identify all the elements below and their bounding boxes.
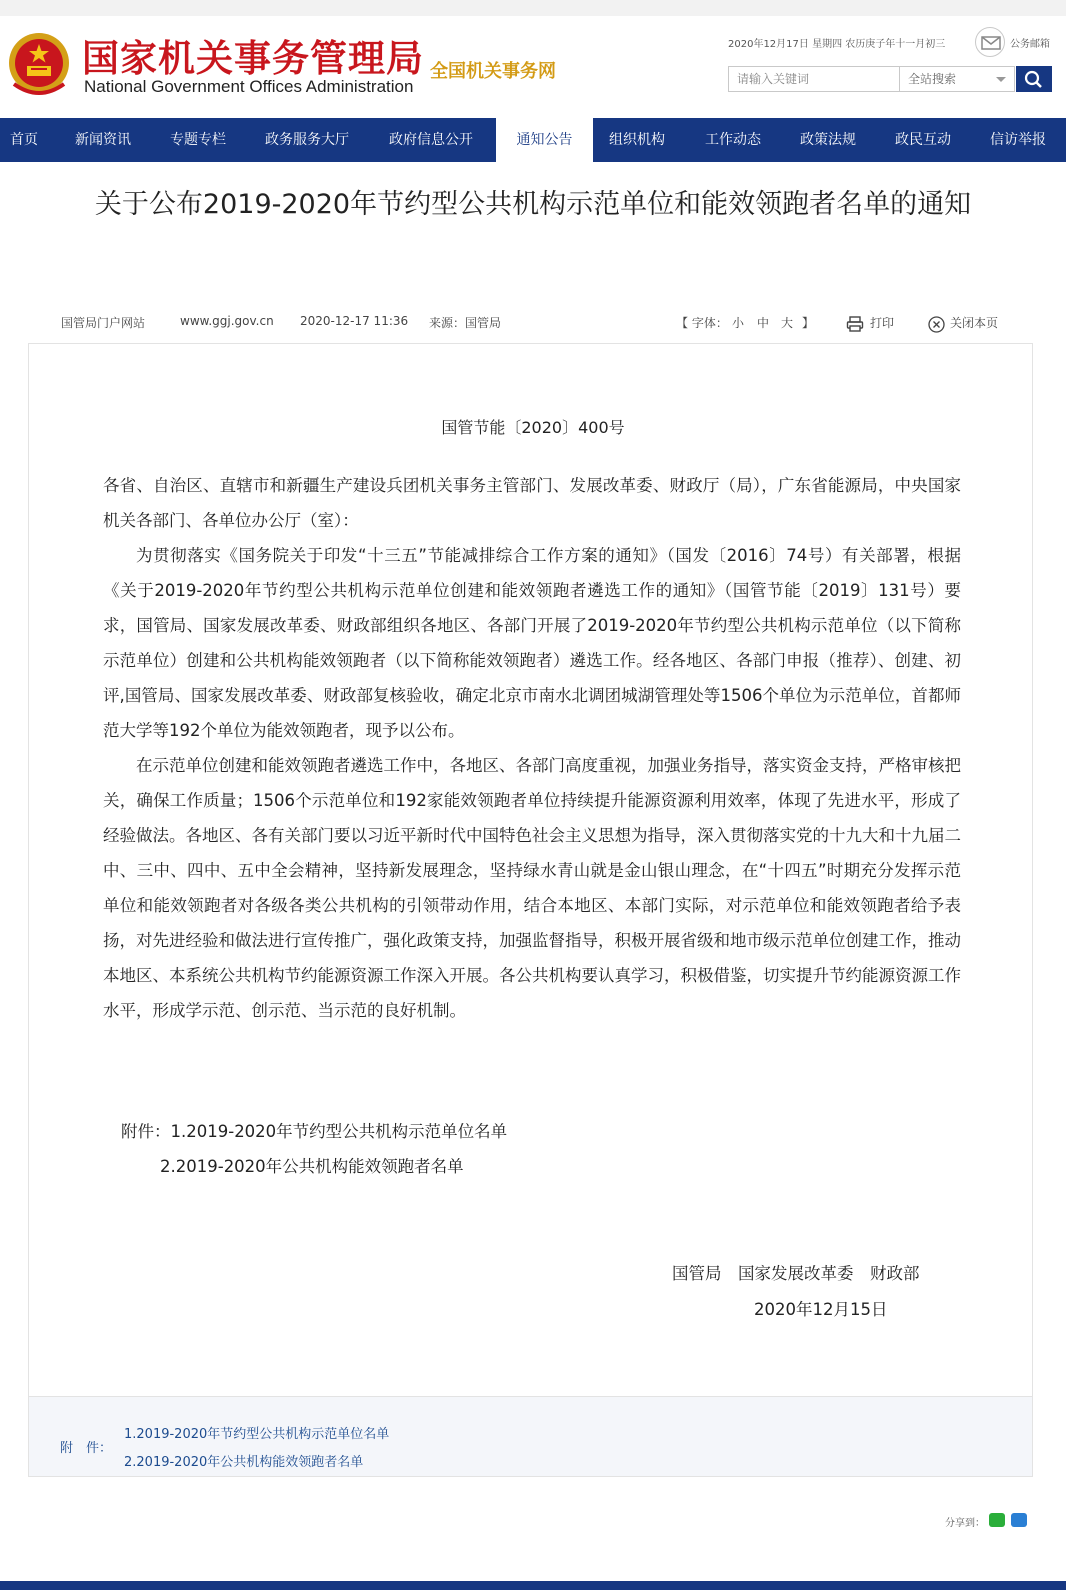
salutation: 各省、自治区、直辖市和新疆生产建设兵团机关事务主管部门、发展改革委、财政厅（局），广东省能源局，中央国家机关各部门、各单位办公厅（室）： [103, 476, 961, 530]
meta-source: 来源：国管局 [429, 316, 502, 330]
nav-item-news[interactable]: 新闻资讯 [75, 132, 131, 148]
fontsize-prefix: 【 字体： [676, 316, 728, 330]
meta-url: www.ggj.gov.cn [180, 314, 274, 328]
article-title: 关于公布2019-2020年节约型公共机构示范单位和能效领跑者名单的通知 [94, 189, 972, 220]
nav-item-interaction[interactable]: 政民互动 [895, 132, 951, 148]
printer-icon[interactable] [846, 315, 864, 333]
mail-label[interactable]: 公务邮箱 [1010, 39, 1050, 50]
search-button[interactable] [1016, 66, 1052, 92]
main-nav [0, 118, 1066, 162]
mail-button[interactable] [975, 27, 1005, 57]
national-emblem-icon [8, 30, 70, 100]
site-name[interactable]: 全国机关事务网 [430, 61, 556, 82]
nav-item-info-disclosure[interactable]: 政府信息公开 [389, 132, 473, 148]
footer-bar [0, 1581, 1066, 1590]
wechat-share-icon[interactable] [989, 1513, 1005, 1527]
meta-site: 国管局门户网站 [61, 316, 146, 330]
nav-item-home[interactable]: 首页 [10, 132, 38, 148]
nav-item-notices[interactable]: 通知公告 [496, 116, 593, 164]
meta-datetime: 2020-12-17 11:36 [300, 314, 409, 328]
org-name-cn: 国家机关事务管理局 [82, 36, 424, 80]
sign-date: 2020年12月15日 [754, 1300, 888, 1319]
fontsize-large-button[interactable]: 大 [781, 316, 794, 330]
print-button[interactable]: 打印 [870, 316, 895, 330]
paragraph-1: 为贯彻落实《国务院关于印发“十三五”节能减排综合工作方案的通知》（国发〔2016〕74号）有关部署，根据《关于2019-2020年节约型公共机构示范单位创建和能效领跑者遴选工作的通知》（国管节能〔2019〕131号）要求，国管局、国家发展改革委、财政部组织各地区、各部门开展了2019-2020年节约型公共机构示范单位（以下简称示范单位）创建和公共机构能效领跑者（以下简称能效领跑者）遴选工作。经各地区、各部门申报（推荐）、创建、初评,国管局、国家发展改革委、财政部复核验收，确定北京市南水北调团城湖管理处等1506个单位为示范单位，首都师范大学等192个单位为能效领跑者，现予以公布。 [103, 546, 961, 740]
search-scope-value: 全站搜索 [908, 72, 957, 86]
nav-item-service-hall[interactable]: 政务服务大厅 [265, 132, 349, 148]
top-strip [0, 0, 1066, 16]
nav-item-work-updates[interactable]: 工作动态 [705, 132, 761, 148]
search-input[interactable]: 请输入关键词 [728, 66, 899, 92]
search-scope-select[interactable] [899, 66, 1015, 92]
org-name-en: National Government Offices Administration [84, 77, 414, 96]
signatories: 国管局 国家发展改革委 财政部 [672, 1264, 920, 1283]
search-icon [1016, 66, 1052, 92]
inline-attachment-2: 2.2019-2020年公共机构能效领跑者名单 [160, 1157, 464, 1176]
attachment-link-2[interactable]: 2.2019-2020年公共机构能效领跑者名单 [124, 1455, 364, 1470]
nav-item-policies[interactable]: 政策法规 [800, 132, 856, 148]
nav-item-petitions[interactable]: 信访举报 [990, 132, 1046, 148]
fontsize-suffix: 】 [802, 316, 815, 330]
close-circle-icon[interactable] [928, 316, 945, 333]
paragraph-2: 在示范单位创建和能效领跑者遴选工作中，各地区、各部门高度重视，加强业务指导，落实资金支持，严格审核把关，确保工作质量；1506个示范单位和192家能效领跑者单位持续提升能源资源利用效率，体现了先进水平，形成了经验做法。各地区、各有关部门要以习近平新时代中国特色社会主义思想为指导，深入贯彻落实党的十九大和十九届二中、三中、四中、五中全会精神，坚持新发展理念，坚持绿水青山就是金山银山理念，在“十四五”时期充分发挥示范单位和能效领跑者对各级各类公共机构的引领带动作用，结合本地区、本部门实际，对示范单位和能效领跑者给予表扬，对先进经验和做法进行宣传推广，强化政策支持，加强监督指导，积极开展省级和地市级示范单位创建工作，推动本地区、本系统公共机构节约能源资源工作深入开展。各公共机构要认真学习，积极借鉴，切实提升节约能源资源工作水平，形成学示范、创示范、当示范的良好机制。 [103, 756, 961, 1020]
inline-attachments [121, 1114, 507, 1184]
attachments-label: 附 件： [60, 1441, 113, 1456]
date-line: 2020年12月17日 星期四 农历庚子年十一月初三 [728, 39, 946, 50]
chevron-down-icon [996, 77, 1006, 82]
share-label: 分享到： [945, 1518, 985, 1529]
fontsize-small-button[interactable]: 小 [732, 316, 745, 330]
favorite-share-icon[interactable] [1011, 1513, 1027, 1527]
close-page-button[interactable]: 关闭本页 [950, 316, 999, 330]
document-number: 国管节能〔2020〕400号 [441, 418, 625, 437]
nav-item-topics[interactable]: 专题专栏 [170, 132, 226, 148]
article-body [103, 468, 961, 1028]
inline-attachment-1: 附件：1.2019-2020年节约型公共机构示范单位名单 [121, 1122, 508, 1141]
nav-item-organization[interactable]: 组织机构 [609, 132, 665, 148]
mail-icon [976, 28, 1006, 58]
attachment-link-1[interactable]: 1.2019-2020年节约型公共机构示范单位名单 [124, 1427, 390, 1442]
site-header [0, 16, 1066, 118]
fontsize-medium-button[interactable]: 中 [757, 316, 770, 330]
